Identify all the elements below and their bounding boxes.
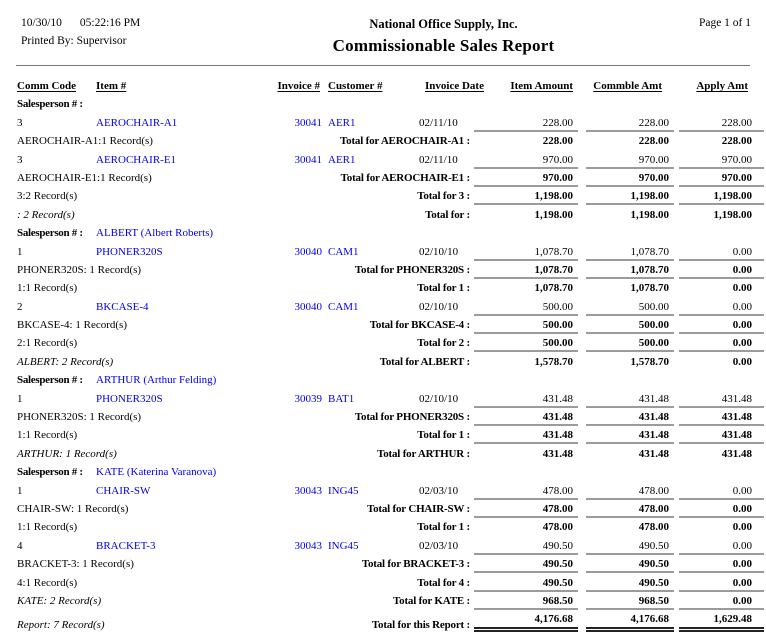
total-label: Total for ALBERT :: [379, 355, 470, 368]
column-header-customer: Customer #: [328, 80, 383, 92]
records-count-label: PHONER320S: 1 Record(s): [17, 263, 142, 276]
apply-amt-cell: 0.00: [679, 590, 764, 608]
subtotal-row: [17, 185, 766, 203]
subtotal-row: [17, 571, 766, 589]
invoice-link[interactable]: 30043: [294, 484, 322, 497]
subtotal-row: [17, 259, 766, 277]
subtotal-row: [17, 442, 766, 460]
item-amount-cell: 431.48: [474, 424, 578, 442]
salesperson-label: Salesperson # :: [17, 227, 83, 240]
invoice-link[interactable]: 30039: [294, 392, 322, 405]
records-count-label: 1:1 Record(s): [17, 429, 78, 442]
subtotal-row: [17, 590, 766, 608]
invoice-link[interactable]: 30041: [294, 116, 322, 129]
total-label: Total for this Report :: [371, 618, 470, 631]
total-label: Total for BRACKET-3 :: [361, 558, 470, 571]
detail-row: [17, 387, 766, 405]
comm-code-cell: 3: [17, 153, 23, 166]
column-header-item: Item #: [96, 80, 127, 92]
apply-amt-cell: 0.00: [679, 498, 764, 516]
total-label: Total for 4 :: [417, 576, 470, 589]
commble-amt-cell: 1,078.70: [586, 259, 674, 277]
item-amount-cell: 1,078.70: [534, 245, 573, 258]
group-row: [17, 369, 766, 387]
detail-row: [17, 534, 766, 552]
records-count-label: AEROCHAIR-E1:1 Record(s): [17, 171, 152, 184]
apply-amt-cell: 431.48: [679, 424, 764, 442]
item-link[interactable]: BRACKET-3: [96, 539, 156, 552]
item-amount-cell: 431.48: [474, 406, 578, 424]
invoice-date-cell: 02/10/10: [419, 300, 459, 313]
records-count-label: BRACKET-3: 1 Record(s): [17, 558, 134, 571]
report-total-row: [17, 608, 766, 632]
detail-row: [17, 295, 766, 313]
item-link[interactable]: BKCASE-4: [96, 300, 149, 313]
invoice-date-cell: 02/03/10: [419, 484, 459, 497]
subtotal-row: [17, 350, 766, 368]
item-amount-cell: 1,578.70: [474, 350, 578, 368]
commble-amt-cell: 1,198.00: [586, 203, 674, 221]
item-amount-cell: 478.00: [542, 484, 573, 497]
item-amount-cell: 970.00: [542, 153, 573, 166]
records-count-label: CHAIR-SW: 1 Record(s): [17, 502, 129, 515]
item-amount-cell: 4,176.68: [474, 608, 578, 632]
apply-amt-cell: 1,198.00: [679, 185, 764, 203]
column-header-comm-code: Comm Code: [17, 80, 76, 92]
customer-link[interactable]: AER1: [328, 153, 356, 166]
records-count-label: 4:1 Record(s): [17, 576, 78, 589]
apply-amt-cell: 970.00: [679, 167, 764, 185]
apply-amt-cell: 0.00: [732, 300, 752, 313]
detail-row: [17, 479, 766, 497]
total-label: Total for KATE :: [393, 594, 470, 607]
header-left: [21, 17, 246, 47]
total-label: Total for BKCASE-4 :: [369, 319, 470, 332]
total-label: Total for 2 :: [417, 337, 470, 350]
commble-amt-cell: 1,078.70: [630, 245, 669, 258]
commble-amt-cell: 1,198.00: [586, 185, 674, 203]
report-body: [17, 93, 766, 632]
commble-amt-cell: 431.48: [586, 442, 674, 460]
total-label: Total for PHONER320S :: [354, 411, 470, 424]
item-amount-cell: 478.00: [474, 498, 578, 516]
commble-amt-cell: 4,176.68: [586, 608, 674, 632]
invoice-link[interactable]: 30040: [294, 300, 322, 313]
item-amount-cell: 490.50: [542, 539, 573, 552]
records-count-label: KATE: 2 Record(s): [17, 594, 102, 607]
commble-amt-cell: 970.00: [586, 167, 674, 185]
total-label: Total for ARTHUR :: [377, 447, 470, 460]
subtotal-row: [17, 130, 766, 148]
apply-amt-cell: 0.00: [679, 516, 764, 534]
group-row: [17, 222, 766, 240]
commble-amt-cell: 431.48: [586, 406, 674, 424]
column-header-row: [17, 74, 766, 93]
detail-row: [17, 240, 766, 258]
subtotal-row: [17, 553, 766, 571]
invoice-date-cell: 02/11/10: [419, 153, 458, 166]
apply-amt-cell: 1,198.00: [679, 203, 764, 221]
apply-amt-cell: 228.00: [679, 130, 764, 148]
invoice-date-cell: 02/10/10: [419, 392, 459, 405]
header-center: [246, 17, 641, 56]
comm-code-cell: 1: [17, 484, 23, 497]
comm-code-cell: 2: [17, 300, 23, 313]
apply-amt-cell: 0.00: [679, 553, 764, 571]
apply-amt-cell: 0.00: [679, 350, 764, 368]
salesperson-link[interactable]: KATE (Katerina Varanova): [96, 466, 217, 479]
customer-link[interactable]: AER1: [328, 116, 356, 129]
apply-amt-cell: 970.00: [721, 153, 752, 166]
item-amount-cell: 228.00: [474, 130, 578, 148]
apply-amt-cell: 0.00: [679, 314, 764, 332]
records-count-label: ALBERT: 2 Record(s): [17, 355, 114, 368]
apply-amt-cell: 0.00: [679, 571, 764, 589]
apply-amt-cell: 0.00: [679, 259, 764, 277]
printed-by-label: Printed By: Supervisor: [21, 35, 127, 47]
apply-amt-cell: 0.00: [732, 245, 752, 258]
total-label: Total for 3 :: [417, 190, 470, 203]
commble-amt-cell: 431.48: [638, 392, 669, 405]
report-header: [0, 0, 766, 56]
records-count-label: 3:2 Record(s): [17, 190, 78, 203]
comm-code-cell: 1: [17, 245, 23, 258]
item-amount-cell: 431.48: [474, 442, 578, 460]
apply-amt-cell: 0.00: [732, 539, 752, 552]
column-header-commble-amt: Commble Amt: [593, 80, 662, 92]
item-amount-cell: 500.00: [474, 332, 578, 350]
company-name: National Office Supply, Inc.: [369, 17, 518, 31]
total-label: Total for CHAIR-SW :: [366, 502, 470, 515]
commble-amt-cell: 228.00: [638, 116, 669, 129]
commble-amt-cell: 490.50: [586, 571, 674, 589]
customer-link[interactable]: ING45: [328, 484, 359, 497]
commble-amt-cell: 500.00: [586, 332, 674, 350]
comm-code-cell: 3: [17, 116, 23, 129]
item-amount-cell: 490.50: [474, 571, 578, 589]
comm-code-cell: 1: [17, 392, 23, 405]
subtotal-row: [17, 167, 766, 185]
report-time: 05:22:16 PM: [79, 17, 141, 29]
customer-link[interactable]: CAM1: [328, 300, 359, 313]
commble-amt-cell: 1,578.70: [586, 350, 674, 368]
commble-amt-cell: 228.00: [586, 130, 674, 148]
invoice-link[interactable]: 30041: [294, 153, 322, 166]
records-count-label: BKCASE-4: 1 Record(s): [17, 319, 127, 332]
apply-amt-cell: 228.00: [721, 116, 752, 129]
commble-amt-cell: 968.50: [586, 590, 674, 608]
records-count-label: AEROCHAIR-A1:1 Record(s): [17, 135, 153, 148]
apply-amt-cell: 0.00: [679, 332, 764, 350]
header-divider: [16, 65, 750, 66]
apply-amt-cell: 1,629.48: [679, 608, 764, 632]
column-header-invoice: Invoice #: [277, 80, 320, 92]
subtotal-row: [17, 498, 766, 516]
salesperson-label: Salesperson # :: [17, 374, 83, 387]
item-amount-cell: 431.48: [542, 392, 573, 405]
customer-link[interactable]: BAT1: [328, 392, 355, 405]
subtotal-row: [17, 314, 766, 332]
subtotal-row: [17, 277, 766, 295]
salesperson-link[interactable]: ALBERT (Albert Roberts): [96, 227, 214, 240]
subtotal-row: [17, 406, 766, 424]
column-header-invoice-date: Invoice Date: [425, 80, 484, 92]
column-header-apply-amt: Apply Amt: [696, 80, 748, 92]
item-link[interactable]: PHONER320S: [96, 392, 163, 405]
salesperson-label: Salesperson # :: [17, 98, 83, 111]
total-label: Total for AEROCHAIR-E1 :: [340, 171, 470, 184]
item-amount-cell: 1,198.00: [474, 203, 578, 221]
column-header-item-amount: Item Amount: [510, 80, 573, 92]
detail-row: [17, 111, 766, 129]
total-label: Total for :: [425, 208, 470, 221]
invoice-date-cell: 02/11/10: [419, 116, 458, 129]
commble-amt-cell: 431.48: [586, 424, 674, 442]
records-count-label: 2:1 Record(s): [17, 337, 78, 350]
subtotal-row: [17, 424, 766, 442]
item-link[interactable]: CHAIR-SW: [96, 484, 151, 497]
commble-amt-cell: 478.00: [586, 516, 674, 534]
total-label: Total for 1 :: [417, 282, 470, 295]
apply-amt-cell: 431.48: [721, 392, 752, 405]
apply-amt-cell: 431.48: [679, 406, 764, 424]
item-amount-cell: 478.00: [474, 516, 578, 534]
subtotal-row: [17, 203, 766, 221]
records-count-label: ARTHUR: 1 Record(s): [17, 447, 117, 460]
commble-amt-cell: 970.00: [638, 153, 669, 166]
salesperson-label: Salesperson # :: [17, 466, 83, 479]
records-count-label: 1:1 Record(s): [17, 521, 78, 534]
apply-amt-cell: 431.48: [679, 442, 764, 460]
records-count-label: PHONER320S: 1 Record(s): [17, 411, 142, 424]
apply-amt-cell: 0.00: [732, 484, 752, 497]
item-amount-cell: 1,078.70: [474, 277, 578, 295]
item-amount-cell: 1,198.00: [474, 185, 578, 203]
item-amount-cell: 500.00: [542, 300, 573, 313]
item-amount-cell: 968.50: [474, 590, 578, 608]
salesperson-link[interactable]: ARTHUR (Arthur Felding): [96, 374, 217, 387]
commble-amt-cell: 500.00: [586, 314, 674, 332]
item-link[interactable]: AEROCHAIR-A1: [96, 116, 178, 129]
item-amount-cell: 228.00: [542, 116, 573, 129]
item-link[interactable]: AEROCHAIR-E1: [96, 153, 177, 166]
report-title: Commissionable Sales Report: [332, 36, 555, 55]
commble-amt-cell: 500.00: [638, 300, 669, 313]
customer-link[interactable]: CAM1: [328, 245, 359, 258]
page-number: Page 1 of 1: [698, 17, 751, 29]
total-label: Total for 1 :: [417, 521, 470, 534]
report-grid: [0, 74, 766, 632]
commble-amt-cell: 478.00: [586, 498, 674, 516]
records-count-label: : 2 Record(s): [17, 208, 75, 221]
group-row: [17, 93, 766, 111]
invoice-link[interactable]: 30040: [294, 245, 322, 258]
subtotal-row: [17, 332, 766, 350]
commble-amt-cell: 478.00: [638, 484, 669, 497]
invoice-link[interactable]: 30043: [294, 539, 322, 552]
total-label: Total for 1 :: [417, 429, 470, 442]
records-count-label: 1:1 Record(s): [17, 282, 78, 295]
records-count-label: Report: 7 Record(s): [17, 618, 105, 631]
item-link[interactable]: PHONER320S: [96, 245, 163, 258]
comm-code-cell: 4: [17, 539, 23, 552]
detail-row: [17, 148, 766, 166]
item-amount-cell: 1,078.70: [474, 259, 578, 277]
group-row: [17, 461, 766, 479]
report-date: 10/30/10: [21, 17, 62, 29]
invoice-date-cell: 02/03/10: [419, 539, 459, 552]
commble-amt-cell: 490.50: [586, 553, 674, 571]
item-amount-cell: 500.00: [474, 314, 578, 332]
total-label: Total for PHONER320S :: [354, 263, 470, 276]
subtotal-row: [17, 516, 766, 534]
commble-amt-cell: 1,078.70: [586, 277, 674, 295]
total-label: Total for AEROCHAIR-A1 :: [340, 135, 470, 148]
apply-amt-cell: 0.00: [679, 277, 764, 295]
salesperson-link: [96, 93, 474, 111]
invoice-date-cell: 02/10/10: [419, 245, 459, 258]
item-amount-cell: 490.50: [474, 553, 578, 571]
commble-amt-cell: 490.50: [638, 539, 669, 552]
item-amount-cell: 970.00: [474, 167, 578, 185]
customer-link[interactable]: ING45: [328, 539, 359, 552]
